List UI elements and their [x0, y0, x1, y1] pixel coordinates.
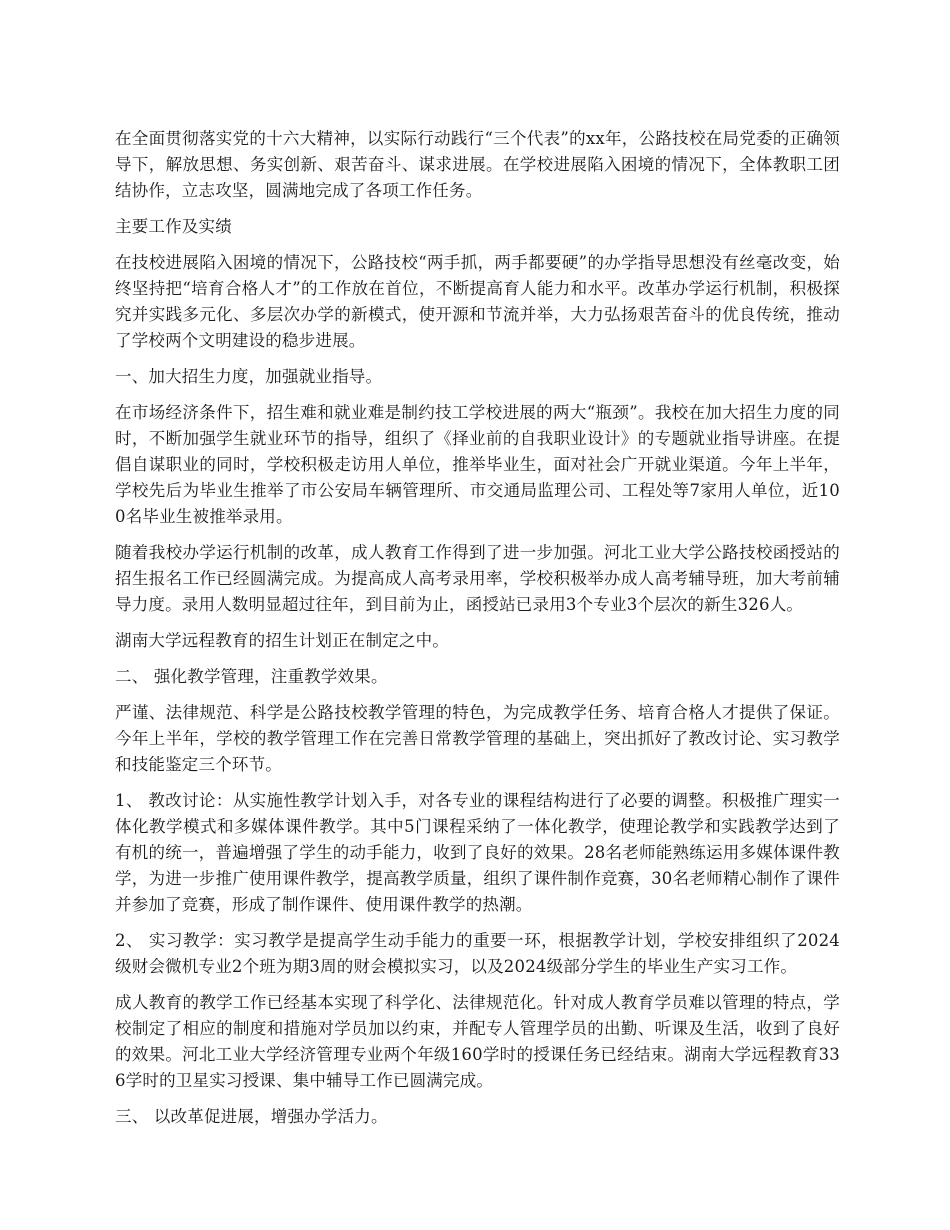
remote-education-paragraph: 湖南大学远程教育的招生计划正在制定之中。: [115, 631, 449, 650]
document-body: [115, 126, 840, 1140]
section-heading-enrollment: 一、加大招生力度，加强就业指导。: [115, 367, 383, 386]
enrollment-paragraph: 在市场经济条件下，招生难和就业难是制约技工学校进展的两大“瓶颈”。我校在加大招生力度的同时，不断加强学生就业环节的指导，组织了《择业前的自我职业设计》的专题就业指导讲座。在提倡自谋职业的同时，学校积极走访用人单位，推举毕业生，面对社会广开就业渠道。今年上半年，学校先后为毕业生推举了市公安局车辆管理所、市交通局监理公司、工程处等7家用人单位，近100名毕业生被推举录用。: [115, 403, 840, 526]
main-work-paragraph: 在技校进展陷入困境的情况下，公路技校“两手抓，两手都要硬”的办学指导思想没有丝毫改变，始终坚持把“培育合格人才”的工作放在首位，不断提高育人能力和水平。改革办学运行机制，积极探究并实践多元化、多层次办学的新模式，使开源和节流并举，大力弘扬艰苦奋斗的优良传统，推动了学校两个文明建设的稳步进展。: [115, 253, 840, 350]
section-heading-teaching: 二、 强化教学管理，注重教学效果。: [115, 667, 388, 686]
teaching-reform-paragraph: 1、 教改讨论：从实施性教学计划入手，对各专业的课程结构进行了必要的调整。积极推广理实一体化教学模式和多媒体课件教学。其中5门课程采纳了一体化教学，使理论教学和实践教学达到了有机的统一，普遍增强了学生的动手能力，收到了良好的效果。28名老师能熟练运用多媒体课件教学，为进一步推广使用课件教学，提高教学质量，组织了课件制作竞赛，30名老师精心制作了课件并参加了竞赛，形成了制作课件、使用课件教学的热潮。: [115, 791, 840, 914]
intro-paragraph: 在全面贯彻落实党的十六大精神，以实际行动践行“三个代表”的xx年，公路技校在局党委的正确领导下，解放思想、务实创新、艰苦奋斗、谋求进展。在学校进展陷入困境的情况下，全体教职工团结协作，立志攻坚，圆满地完成了各项工作任务。: [115, 129, 840, 200]
section-heading-main-work: 主要工作及实绩: [115, 217, 232, 236]
section-heading-reform: 三、 以改革促进展，增强办学活力。: [115, 1107, 388, 1126]
practice-teaching-paragraph: 2、 实习教学：实习教学是提高学生动手能力的重要一环，根据教学计划，学校安排组织了2024级财会微机专业2个班为期3周的财会模拟实习，以及2024级部分学生的毕业生产实习工作。: [115, 931, 840, 976]
adult-teaching-paragraph: 成人教育的教学工作已经基本实现了科学化、法律规范化。针对成人教育学员难以管理的特点，学校制定了相应的制度和措施对学员加以约束，并配专人管理学员的出勤、听课及生活，收到了良好的效果。河北工业大学经济管理专业两个年级160学时的授课任务已经结束。湖南大学远程教育336学时的卫星实习授课、集中辅导工作已圆满完成。: [115, 993, 840, 1090]
adult-education-paragraph: 随着我校办学运行机制的改革，成人教育工作得到了进一步加强。河北工业大学公路技校函授站的招生报名工作已经圆满完成。为提高成人高考录用率，学校积极举办成人高考辅导班，加大考前辅导力度。录用人数明显超过往年，到目前为止，函授站已录用3个专业3个层次的新生326人。: [115, 543, 840, 614]
teaching-paragraph: 严谨、法律规范、科学是公路技校教学管理的特色，为完成教学任务、培育合格人才提供了保证。今年上半年，学校的教学管理工作在完善日常教学管理的基础上，突出抓好了教改讨论、实习教学和技能鉴定三个环节。: [115, 703, 840, 774]
